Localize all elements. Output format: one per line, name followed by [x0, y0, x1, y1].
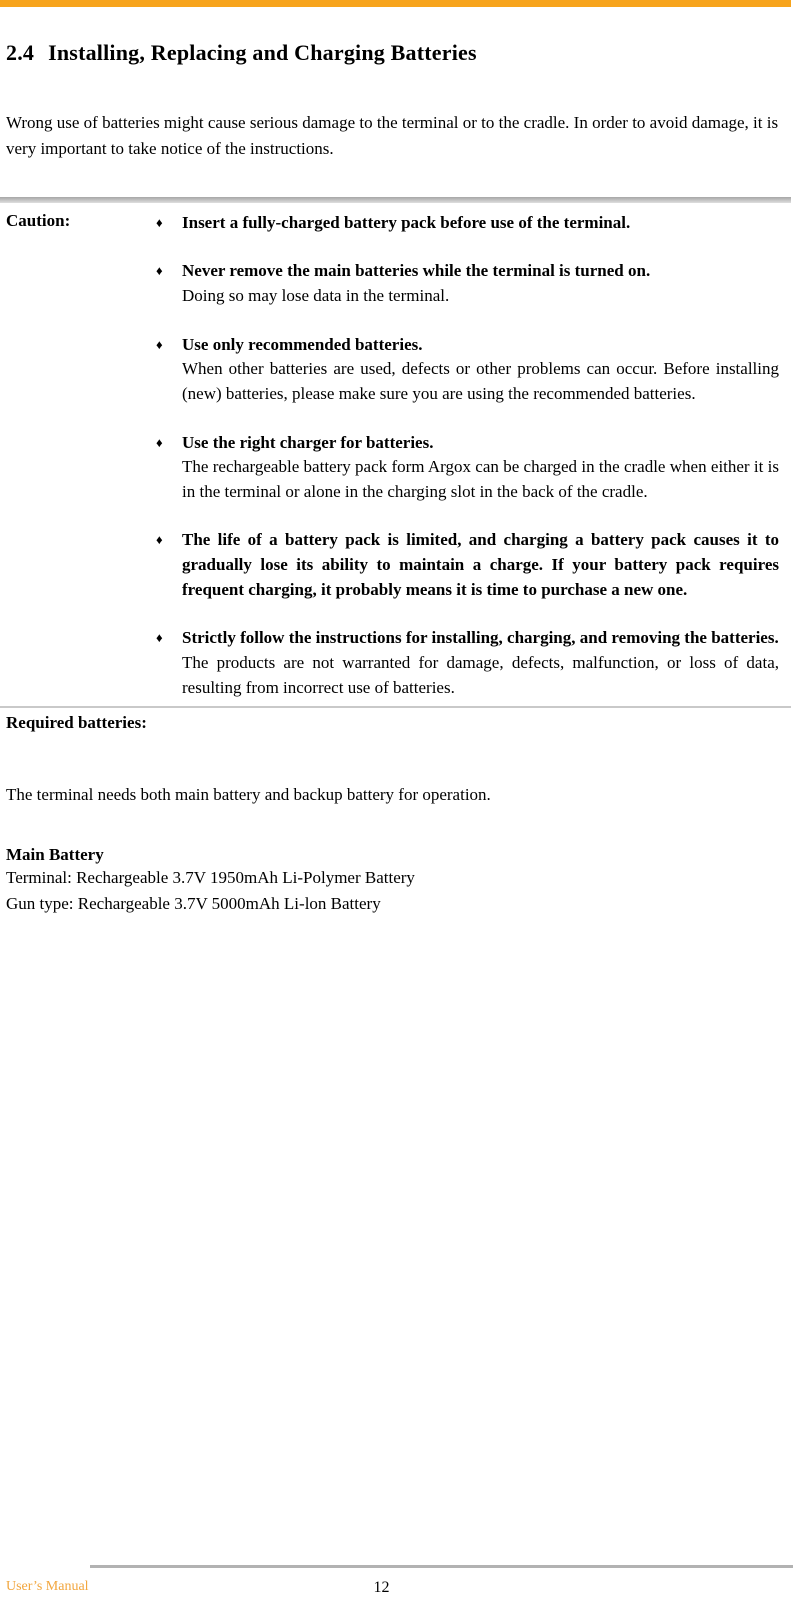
caution-item-text: [182, 431, 779, 505]
diamond-bullet-icon: ♦: [156, 532, 163, 548]
caution-item-text: [182, 211, 779, 236]
caution-item-bold: Never remove the main batteries while the terminal is turned on.: [182, 261, 651, 281]
caution-item: [156, 211, 779, 236]
required-batteries-heading: Required batteries:: [6, 713, 147, 733]
caution-item-text: [182, 626, 779, 700]
footer-page-number: 12: [373, 1579, 390, 1596]
main-battery-terminal-line: Terminal: Rechargeable 3.7V 1950mAh Li-Polymer Battery: [6, 868, 415, 888]
caution-item-body: The products are not warranted for damage, defects, malfunction, or loss of data, resulting from incorrect use of batteries.: [182, 653, 779, 697]
caution-item-text: [182, 333, 779, 407]
diamond-bullet-icon: ♦: [156, 434, 163, 450]
caution-item-body: When other batteries are used, defects or other problems can occur. Before installing (new) batteries, please make sure you are using the recommended batteries.: [182, 359, 779, 403]
caution-bottom-divider: [0, 706, 791, 708]
caution-item-bold: Insert a fully-charged battery pack before use of the terminal.: [182, 212, 631, 232]
caution-item-text: [182, 528, 779, 602]
top-accent-bar: [0, 0, 791, 7]
caution-item: [156, 259, 779, 308]
caution-list: [156, 211, 779, 703]
diamond-bullet-icon: ♦: [156, 630, 163, 646]
required-batteries-text: The terminal needs both main battery and backup battery for operation.: [6, 785, 491, 805]
caution-item-bold: Use only recommended batteries.: [182, 334, 423, 354]
caution-label: Caution:: [6, 210, 71, 230]
main-battery-gun-line: Gun type: Rechargeable 3.7V 5000mAh Li-lon Battery: [6, 893, 381, 913]
caution-item: [156, 333, 779, 407]
diamond-bullet-icon: ♦: [156, 214, 163, 230]
caution-item-body: The rechargeable battery pack form Argox can be charged in the cradle when either it is in the terminal or alone in the charging slot in the back of the cradle.: [182, 457, 779, 501]
diamond-bullet-icon: ♦: [156, 336, 163, 352]
caution-item: [156, 528, 779, 602]
caution-item-bold: The life of a battery pack is limited, and charging a battery pack causes it to gradually lose its ability to maintain a charge. If your battery pack requires frequent charging, it probably means it is time to purchase a new one.: [182, 530, 779, 599]
caution-item: [156, 626, 779, 700]
caution-item-body: Doing so may lose data in the terminal.: [182, 285, 450, 305]
footer-manual-label: User’s Manual: [6, 1579, 89, 1594]
main-battery-heading: Main Battery: [6, 845, 104, 865]
intro-paragraph: Wrong use of batteries might cause serious damage to the terminal or to the cradle. In order to avoid damage, it is very important to take notice of the instructions.: [6, 113, 779, 159]
caution-item-text: [182, 259, 779, 308]
caution-section: [6, 203, 779, 703]
caution-item: [156, 431, 779, 505]
footer-divider: [90, 1565, 793, 1568]
caution-item-bold: Strictly follow the instructions for installing, charging, and removing the batteries.: [182, 628, 779, 648]
section-title: Installing, Replacing and Charging Batteries: [48, 40, 477, 65]
diamond-bullet-icon: ♦: [156, 263, 163, 279]
caution-item-bold: Use the right charger for batteries.: [182, 432, 434, 452]
section-heading: [6, 40, 779, 66]
section-number: 2.4: [6, 40, 35, 65]
